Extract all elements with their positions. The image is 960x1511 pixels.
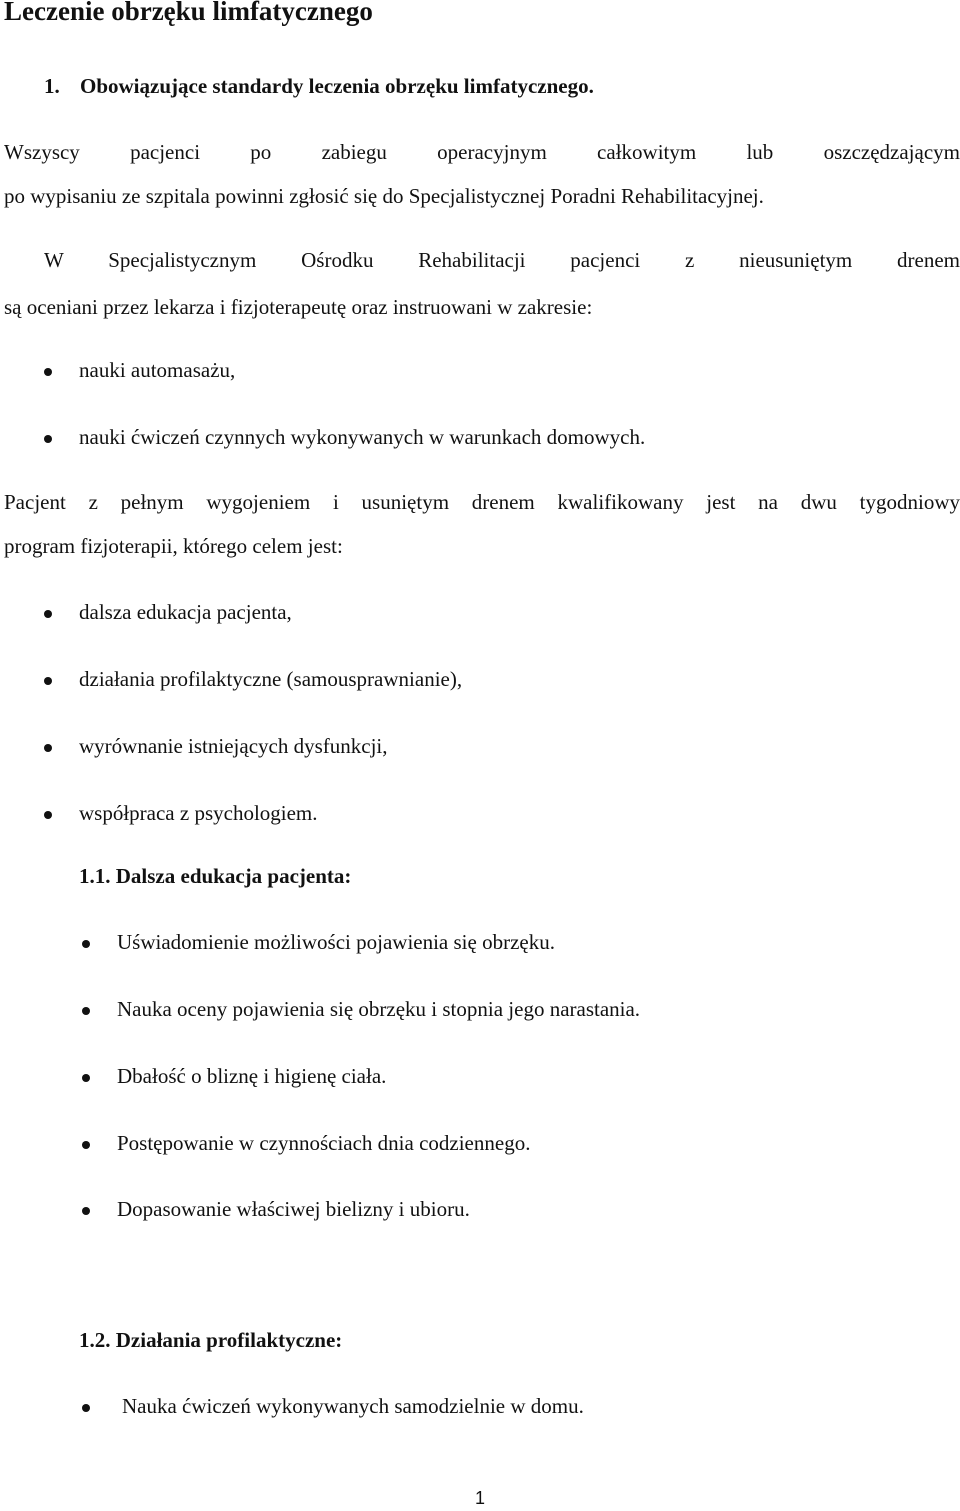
section-1-number: 1. [44, 74, 60, 98]
list-2-item-2: działania profilaktyczne (samousprawnianie), [79, 667, 463, 691]
paragraph-3-line-1: Pacjent z pełnym wygojeniem i usuniętym drenem kwalifikowany jest na dwu tygodniowy [4, 490, 960, 514]
list-2-item-3: wyrównanie istniejących dysfunkcji, [79, 734, 388, 758]
section-1-1-item-1: Uświadomienie możliwości pojawienia się obrzęku. [117, 930, 555, 954]
bullet-icon [82, 1074, 90, 1082]
section-1-heading-text: Obowiązujące standardy leczenia obrzęku limfatycznego. [80, 74, 594, 98]
list-2-item-4: współpraca z psychologiem. [79, 801, 318, 825]
bullet-icon [82, 1404, 90, 1412]
bullet-icon [44, 677, 52, 685]
paragraph-2-line-1: W Specjalistycznym Ośrodku Rehabilitacji pacjenci z nieusuniętym drenem [44, 248, 960, 272]
paragraph-1-line-1: Wszyscy pacjenci po zabiegu operacyjnym całkowitym lub oszczędzającym [4, 140, 960, 164]
bullet-icon [82, 1141, 90, 1149]
list-1-item-1: nauki automasażu, [79, 358, 236, 382]
section-1-1-item-2: Nauka oceny pojawienia się obrzęku i stopnia jego narastania. [117, 997, 641, 1021]
bullet-icon [82, 1007, 90, 1015]
bullet-icon [44, 610, 52, 618]
bullet-icon [82, 940, 90, 948]
paragraph-2-line-2: są oceniani przez lekarza i fizjoterapeutę oraz instruowani w zakresie: [4, 295, 593, 319]
list-1-item-2: nauki ćwiczeń czynnych wykonywanych w warunkach domowych. [79, 425, 646, 449]
section-1-1-heading: 1.1. Dalsza edukacja pacjenta: [79, 864, 352, 888]
bullet-icon [44, 368, 52, 376]
page-number: 1 [474, 1488, 485, 1508]
section-1-1-item-3: Dbałość o bliznę i higienę ciała. [117, 1064, 387, 1088]
bullet-icon [44, 744, 52, 752]
list-2-item-1: dalsza edukacja pacjenta, [79, 600, 292, 624]
paragraph-3-line-2: program fizjoterapii, którego celem jest: [4, 534, 343, 558]
section-1-heading [44, 74, 594, 99]
section-1-1-item-4: Postępowanie w czynnościach dnia codziennego. [117, 1131, 531, 1155]
section-1-2-heading: 1.2. Działania profilaktyczne: [79, 1328, 343, 1352]
section-1-1-item-5: Dopasowanie właściwej bielizny i ubioru. [117, 1197, 470, 1221]
bullet-icon [82, 1207, 90, 1215]
bullet-icon [44, 811, 52, 819]
section-1-2-item-1: Nauka ćwiczeń wykonywanych samodzielnie w domu. [122, 1394, 584, 1418]
document-title: Leczenie obrzęku limfatycznego [4, 0, 373, 26]
bullet-icon [44, 435, 52, 443]
paragraph-1-line-2: po wypisaniu ze szpitala powinni zgłosić się do Specjalistycznej Poradni Rehabilitacyjnej. [4, 184, 764, 208]
